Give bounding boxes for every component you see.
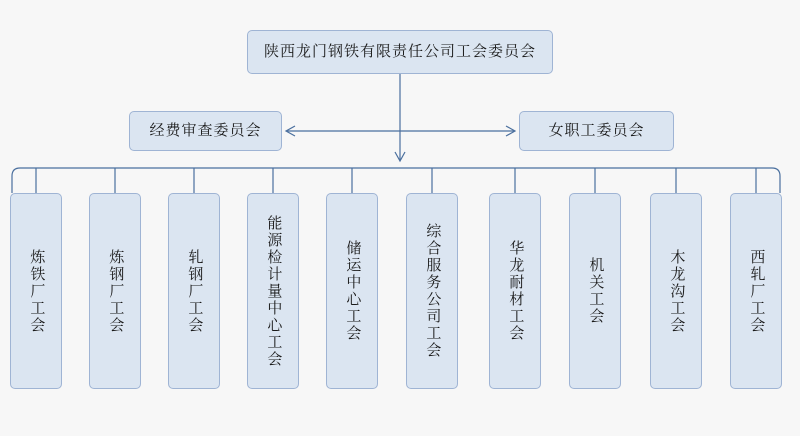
- node-leaf-6[interactable]: [406, 193, 458, 389]
- node-branch-women-workers[interactable]: [519, 111, 674, 151]
- node-leaf-5-label: 储运中心工会: [344, 240, 362, 342]
- node-leaf-2[interactable]: [89, 193, 141, 389]
- connector-bus-bracket: [12, 168, 780, 193]
- node-leaf-9-label: 木龙沟工会: [668, 248, 686, 334]
- node-leaf-9[interactable]: [650, 193, 702, 389]
- node-leaf-4[interactable]: [247, 193, 299, 389]
- node-branch-women-workers-label: 女职工委员会: [548, 122, 645, 139]
- node-leaf-4-label: 能源检计量中心工会: [265, 214, 283, 368]
- node-leaf-3-label: 轧钢厂工会: [186, 248, 204, 334]
- node-root-label: 陕西龙门钢铁有限责任公司工会委员会: [263, 43, 536, 60]
- node-branch-budget-review[interactable]: [129, 111, 282, 151]
- connector-left-arrowhead: [286, 126, 295, 136]
- node-leaf-6-label: 综合服务公司工会: [424, 223, 442, 359]
- node-leaf-10-label: 西轧厂工会: [748, 248, 766, 334]
- node-leaf-2-label: 炼钢厂工会: [107, 248, 125, 334]
- node-branch-budget-review-label: 经费审查委员会: [149, 122, 262, 139]
- connector-right-arrowhead: [506, 126, 515, 136]
- node-root[interactable]: [247, 30, 553, 74]
- node-leaf-3[interactable]: [168, 193, 220, 389]
- connector-root-arrowhead: [395, 152, 405, 161]
- node-leaf-1[interactable]: [10, 193, 62, 389]
- node-leaf-8[interactable]: [569, 193, 621, 389]
- node-leaf-1-label: 炼铁厂工会: [28, 248, 46, 334]
- node-leaf-5[interactable]: [326, 193, 378, 389]
- node-leaf-7-label: 华龙耐材工会: [507, 240, 525, 342]
- node-leaf-7[interactable]: [489, 193, 541, 389]
- node-leaf-8-label: 机关工会: [587, 257, 605, 325]
- node-leaf-10[interactable]: [730, 193, 782, 389]
